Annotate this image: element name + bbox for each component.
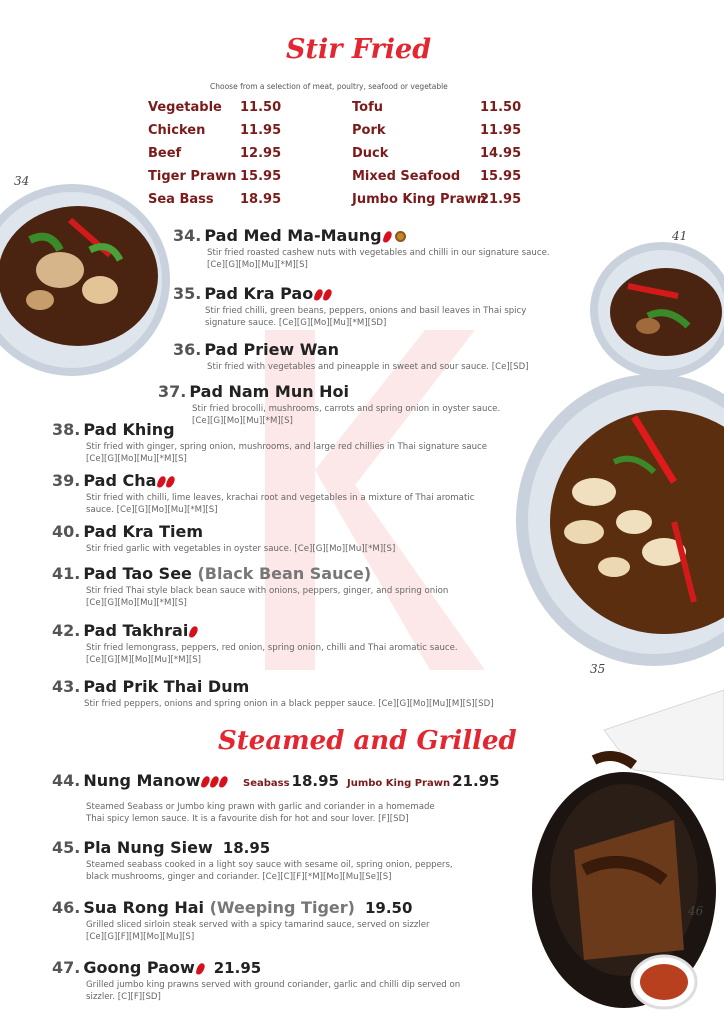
section-subtitle: Choose from a selection of meat, poultry, seafood or vegetable <box>210 82 448 91</box>
menu-item-47: 47. Goong Paow 21.95 Grilled jumbo king prawns served with ground coriander, garlic and chilli dip served on sizzler. [C][F][SD] <box>52 958 461 1002</box>
menu-item-40: 40. Pad Kra Tiem Stir fried garlic with vegetables in oyster sauce. [Ce][G][Mo][Mu][*M][S] <box>52 522 396 554</box>
menu-item-34: 34. Pad Med Ma-Maung Stir fried roasted cashew nuts with vegetables and chilli in our signature sauce. [Ce][G][Mo][Mu][*M][S] <box>173 226 550 270</box>
menu-item-38: 38. Pad Khing Stir fried with ginger, spring onion, mushrooms, and large red chillies in Thai signature sauce [Ce][G][Mo][Mu][*M][S] <box>52 420 488 464</box>
dish-photo-34 <box>0 180 170 380</box>
dish-photo-41 <box>588 236 724 378</box>
item-name: Pad Tao See <box>83 564 192 583</box>
item-name: Pad Khing <box>83 420 175 439</box>
section-title-stir-fried: Stir Fried <box>286 34 432 65</box>
menu-item-42: 42. Pad Takhrai Stir fried lemongrass, peppers, red onion, spring onion, chilli and Thai aromatic sauce. [Ce][G][M][Mo][Mu][*M][S] <box>52 621 458 665</box>
menu-item-43: 43. Pad Prik Thai Dum Stir fried peppers, onions and spring onion in a black pepper sauce. [Ce][G][Mo][Mu][M][S][SD] <box>52 677 494 709</box>
photo-label-46: 46 <box>688 904 704 918</box>
price-row: Pork 11.95 <box>352 123 522 138</box>
chili-icon <box>166 475 176 489</box>
section-title-steamed-grilled: Steamed and Grilled <box>218 726 517 756</box>
chili-icon <box>323 288 333 302</box>
chili-icon <box>382 230 392 244</box>
dish-photo-46 <box>524 690 724 1024</box>
price-row: Tiger Prawn 15.95 <box>148 169 282 184</box>
price-row: Beef 12.95 <box>148 146 282 161</box>
menu-item-36: 36. Pad Priew Wan Stir fried with vegetables and pineapple in sweet and sour sauce. [Ce][SD] <box>173 340 529 372</box>
photo-label-35: 35 <box>590 662 606 676</box>
item-name: Pad Priew Wan <box>204 340 340 359</box>
price-row: Tofu 11.50 <box>352 100 522 115</box>
price-row: Jumbo King Prawn 21.95 <box>352 192 522 207</box>
menu-item-39: 39. Pad Cha Stir fried with chilli, lime leaves, krachai root and vegetables in a mixture of Thai aromatic sauce. [Ce][G][Mo][Mu][*M][S] <box>52 471 475 515</box>
menu-item-41: 41. Pad Tao See (Black Bean Sauce) Stir fried Thai style black bean sauce with onions, peppers, ginger, and spring onion [Ce][G][Mo][Mu][*M][S] <box>52 564 449 608</box>
price-row: Mixed Seafood 15.95 <box>352 169 522 184</box>
chili-icon <box>195 962 205 976</box>
item-name: Pad Med Ma-Maung <box>204 226 382 245</box>
photo-label-34: 34 <box>14 174 30 188</box>
price-row: Sea Bass 18.95 <box>148 192 282 207</box>
item-name: Nung Manow <box>83 771 201 790</box>
item-name: Pad Kra Tiem <box>83 522 204 541</box>
menu-item-45: 45. Pla Nung Siew 18.95 Steamed seabass cooked in a light soy sauce with sesame oil, spring onion, peppers, black mushrooms, ginger and coriander. [Ce][C][F][*M][Mo][Mu][Se][S] <box>52 838 453 882</box>
menu-item-46: 46. Sua Rong Hai (Weeping Tiger) 19.50 Grilled sliced sirloin steak served with a spicy tamarind sauce, served on sizzler [Ce][G][F][M][Mo][Mu][S] <box>52 898 430 942</box>
item-name: Pad Kra Pao <box>204 284 314 303</box>
chili-icon <box>219 775 229 789</box>
photo-label-41: 41 <box>672 229 688 243</box>
price-row: Duck 14.95 <box>352 146 522 161</box>
item-name: Sua Rong Hai <box>83 898 205 917</box>
item-name: Goong Paow <box>83 958 195 977</box>
item-name: Pad Prik Thai Dum <box>83 677 250 696</box>
cashew-nut-icon <box>395 231 406 242</box>
item-name: Pla Nung Siew <box>83 838 213 857</box>
price-row: Chicken 11.95 <box>148 123 282 138</box>
item-name: Pad Cha <box>83 471 157 490</box>
item-name: Pad Nam Mun Hoi <box>189 382 350 401</box>
menu-item-44: 44. Nung Manow Seabass 18.95 Jumbo King Prawn 21.95 Steamed Seabass or Jumbo king prawn with garlic and coriander in a homemade Thai spicy lemon sauce. It is a favourite dish for hot and sour lover. [F][SD] <box>52 771 500 824</box>
menu-item-37: 37. Pad Nam Mun Hoi Stir fried brocolli, mushrooms, carrots and spring onion in oyster sauce. [Ce][G][Mo][Mu][*M][S] <box>158 382 501 426</box>
item-name: Pad Takhrai <box>83 621 189 640</box>
menu-item-35: 35. Pad Kra Pao Stir fried chilli, green beans, peppers, onions and basil leaves in Thai spicy signature sauce. [Ce][G][Mo][Mu][*M][SD] <box>173 284 527 328</box>
price-row: Vegetable 11.50 <box>148 100 282 115</box>
chili-icon <box>189 625 199 639</box>
price-list-right <box>352 100 527 215</box>
